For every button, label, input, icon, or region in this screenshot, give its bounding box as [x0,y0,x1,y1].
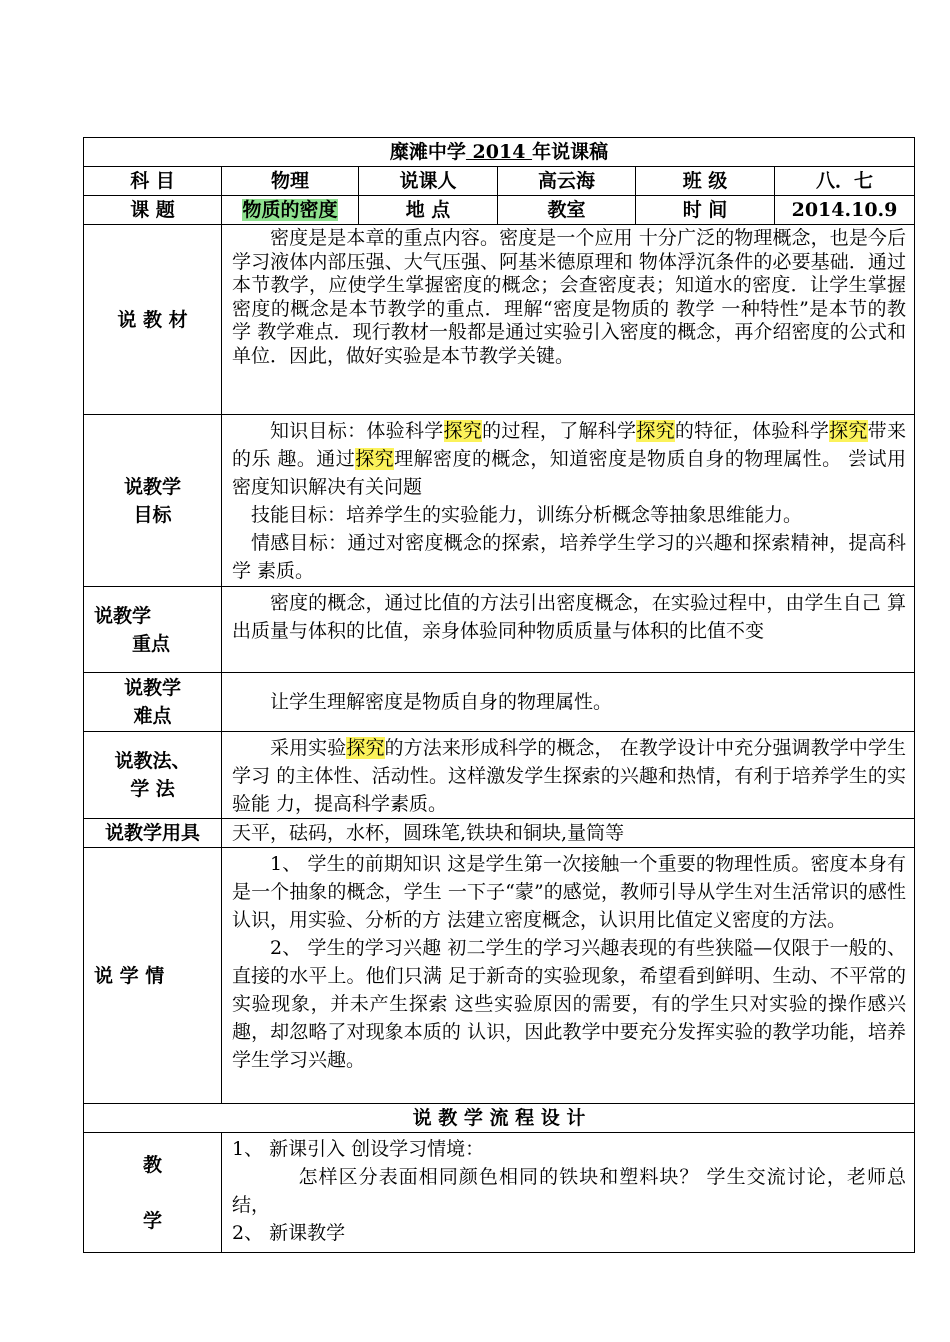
jiaofa-label-line2: 学 法 [130,778,175,800]
mubiao-content [222,415,915,587]
header-row [84,167,915,196]
highlight-tanjiu: 探究 [355,448,395,470]
liucheng-title: 说 教 学 流 程 设 计 [84,1104,915,1133]
knowledge-goal-part: 理解密度的概念，知道密度是物质自身的物理属性。 尝试用密度知识解决有关问题 [232,448,906,498]
highlight-tanjiu: 探究 [636,420,675,442]
jiaofa-label-line1: 说教法、 [114,750,191,772]
mubiao-label [84,415,222,587]
knowledge-goal-part: 知识目标：体验科学 [270,420,444,442]
emotion-goal: 情感目标：通过对密度概念的探索，培养学生学习的兴趣和探索精神，提高科学 素质。 [232,532,906,582]
mubiao-label-line2: 目标 [133,503,172,526]
nandian-label-line1: 说教学 [123,677,181,699]
jiaocai-text: 密度是是本章的重点内容。密度是一个应用 十分广泛的物理概念，也是今后学习液体内部压强、大气压强、阿基米德原理和 物体浮沉条件的必要基础．通过本节教学，应使学生掌握密度的概念；会查密度表；知道水的密度．让学生掌握密度的概念是本节教学的重点．理解“密度是物质的 教学 一种特性”是本节的教学 教学难点．现行教材一般都是通过实验引入密度的概念，再介绍密度的公式和单位．因此，做好实验是本节教学关键。 [232,227,906,367]
jiaoxue-line-2: 怎样区分表面相同颜色相同的铁块和塑料块？ 学生交流讨论，老师总结， [232,1166,906,1216]
jiaocai-row [84,225,915,415]
nandian-content [222,673,915,732]
jiaoxue-label-line1: 教 [142,1153,162,1176]
zhongdian-label-line2: 重点 [132,632,171,655]
place-value: 教室 [498,196,636,225]
speaker-label: 说课人 [359,167,498,196]
jiaofa-text [232,734,906,818]
subject-label: 科 目 [84,167,222,196]
zhongdian-label-line1: 说教学 [94,604,152,627]
jiaofa-text-part: 采用实验 [270,737,347,759]
mubiao-label-line1: 说教学 [123,475,181,498]
title-row [84,138,915,167]
speaker-value: 高云海 [498,167,636,196]
title-suffix: 年说课稿 [532,141,609,163]
place-label: 地 点 [359,196,498,225]
jiaofa-row [84,732,915,819]
highlight-tanjiu: 探究 [443,420,483,442]
title-year: 2014 [465,141,533,163]
knowledge-goal-part: 带来的乐 趣。通过 [232,420,906,470]
knowledge-goal [232,417,906,501]
time-label: 时 间 [636,196,775,225]
class-value: 八．七 [775,167,915,196]
jiaoxue-row [84,1133,915,1253]
yongju-content: 天平，砝码，水杯，圆珠笔,铁块和铜块,量筒等 [222,819,915,848]
zhongdian-text: 密度的概念，通过比值的方法引出密度概念，在实验过程中，由学生自己 算出质量与体积的比值，亲身体验同种物质质量与体积的比值不变 [232,592,906,642]
jiaoxue-line-1: 1、 新课引入 创设学习情境： [232,1138,485,1160]
time-value: 2014.10.9 [775,196,915,225]
topic-value: 物质的密度 [242,199,338,221]
topic-label: 课 题 [84,196,222,225]
jiaocai-label: 说 教 材 [84,225,222,415]
nandian-label [84,673,222,732]
zhongdian-row [84,587,915,673]
title-school: 糜滩中学 [389,141,466,163]
subject-value: 物理 [222,167,359,196]
skill-goal: 技能目标：培养学生的实验能力，训练分析概念等抽象思维能力。 [251,504,803,526]
xueqing-content [222,848,915,1104]
mubiao-row [84,415,915,587]
zhongdian-label [84,587,222,673]
topic-cell [222,196,359,225]
xueqing-row [84,848,915,1104]
lesson-plan-table [83,137,915,1253]
yongju-label: 说教学用具 [84,819,222,848]
jiaocai-content [222,225,915,415]
nandian-label-line2: 难点 [133,705,172,727]
jiaoxue-line-3: 2、 新课教学 [232,1222,346,1244]
yongju-row [84,819,915,848]
highlight-tanjiu: 探究 [829,420,868,442]
xueqing-paragraph-2: 2、 学生的学习兴趣 初二学生的学习兴趣表现的有些狭隘—仅限于一般的、直接的水平上。他们只满 足于新奇的实验现象，希望看到鲜明、生动、不平常的实验现象，并未产生探索 这些实验原因的需要，有的学生只对实验的操作感兴趣，却忽略了对现象本质的 认识，因此教学中要充分发挥实验的教学功能，培养学生学习兴趣。 [232,937,906,1071]
nandian-row [84,673,915,732]
knowledge-goal-part: 的特征，体验科学 [674,420,830,442]
xueqing-label: 说 学 情 [84,848,222,1104]
zhongdian-content [222,587,915,673]
jiaofa-text-part: 的方法来形成科学的概念， 在教学设计中充分强调教学中学生学习 的主体性、活动性。这样激发学生探索的兴趣和热情，有利于培养学生的实验能 力，提高科学素质。 [232,737,906,815]
jiaoxue-content [222,1133,915,1253]
liucheng-row [84,1104,915,1133]
class-label: 班 级 [636,167,775,196]
jiaofa-content [222,732,915,819]
jiaoxue-label-line2: 学 [142,1209,162,1232]
xueqing-paragraph-1: 1、 学生的前期知识 这是学生第一次接触一个重要的物理性质。密度本身有是一个抽象的概念，学生 一下子“蒙”的感觉，教师引导从学生对生活常识的感性认识，用实验、分析的方 法建立密度概念，认识用比值定义密度的方法。 [232,853,906,931]
document-title [84,138,915,167]
nandian-text: 让学生理解密度是物质自身的物理属性。 [270,691,613,713]
highlight-tanjiu: 探究 [346,737,385,759]
topic-row [84,196,915,225]
knowledge-goal-part: 的过程，了解科学 [482,420,637,442]
jiaoxue-label [84,1133,222,1253]
jiaofa-label [84,732,222,819]
